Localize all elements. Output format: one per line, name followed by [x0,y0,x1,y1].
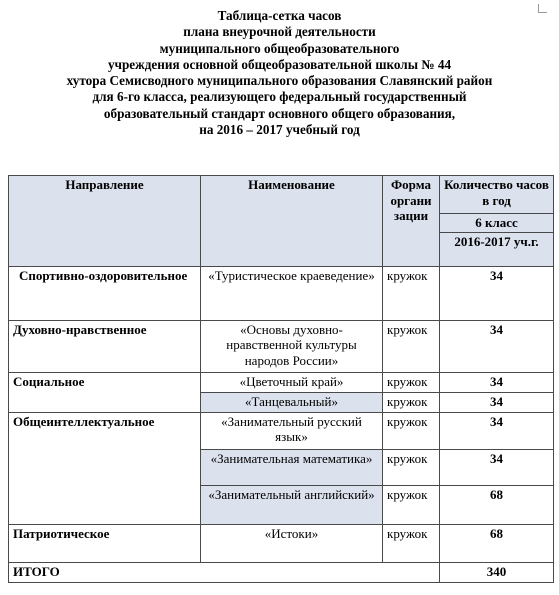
name-cell: «Занимательный русский язык» [201,412,383,449]
table-row [9,372,554,392]
hours-cell: 34 [440,266,554,320]
total-row [9,562,554,582]
direction-cell: Общеинтеллектуальное [9,412,201,524]
name-cell: «Цветочный край» [201,372,383,392]
form-cell: кружок [383,449,440,485]
form-cell: кружок [383,485,440,524]
title-line: учреждения основной общеобразовательной школы № 44 [107,56,452,72]
title-line: хутора Семисводного муниципального образования Славянский район [66,73,493,89]
table-row [9,266,554,320]
form-cell: кружок [383,412,440,449]
table-row [9,412,554,449]
title-line: Таблица-сетка часов [217,8,342,23]
form-cell: кружок [383,524,440,562]
name-cell: «Истоки» [201,524,383,562]
hours-cell: 68 [440,485,554,524]
form-cell: кружок [383,320,440,372]
hours-cell: 68 [440,524,554,562]
title-line: муниципального общеобразовательного [159,40,400,56]
table-row [9,320,554,372]
header-name: Наименование [201,176,383,267]
header-hours: Количество часов в год [440,176,554,214]
document-title [0,8,559,138]
name-cell: «Танцевальный» [201,392,383,412]
direction-cell: Социальное [9,372,201,412]
form-cell: кружок [383,266,440,320]
hours-cell: 34 [440,392,554,412]
hours-cell: 34 [440,372,554,392]
table-row [9,524,554,562]
total-label: ИТОГО [9,562,440,582]
form-cell: кружок [383,372,440,392]
hours-cell: 34 [440,449,554,485]
header-year: 2016-2017 уч.г. [440,232,554,266]
header-direction: Направление [9,176,201,267]
direction-cell: Духовно-нравственное [9,320,201,372]
name-cell: «Туристическое краеведение» [201,266,383,320]
header-form: Форма органи зации [383,176,440,267]
name-cell: «Занимательная математика» [201,449,383,485]
title-line: образовательный стандарт основного общего образования, [103,105,456,121]
title-line: плана внеурочной деятельности [183,24,376,40]
title-line: для 6-го класса, реализующего федеральный государственный [92,89,467,105]
direction-cell: Спортивно-оздоровительное [9,266,201,320]
form-cell: кружок [383,392,440,412]
title-line: на 2016 – 2017 учебный год [199,122,360,138]
table-header [9,176,554,267]
name-cell: «Основы духовно-нравственной культуры народов России» [201,320,383,372]
hours-table [8,175,554,583]
hours-cell: 34 [440,320,554,372]
name-cell: «Занимательный английский» [201,485,383,524]
direction-cell: Патриотическое [9,524,201,562]
total-hours: 340 [440,562,554,582]
header-grade: 6 класс [440,214,554,233]
hours-cell: 34 [440,412,554,449]
